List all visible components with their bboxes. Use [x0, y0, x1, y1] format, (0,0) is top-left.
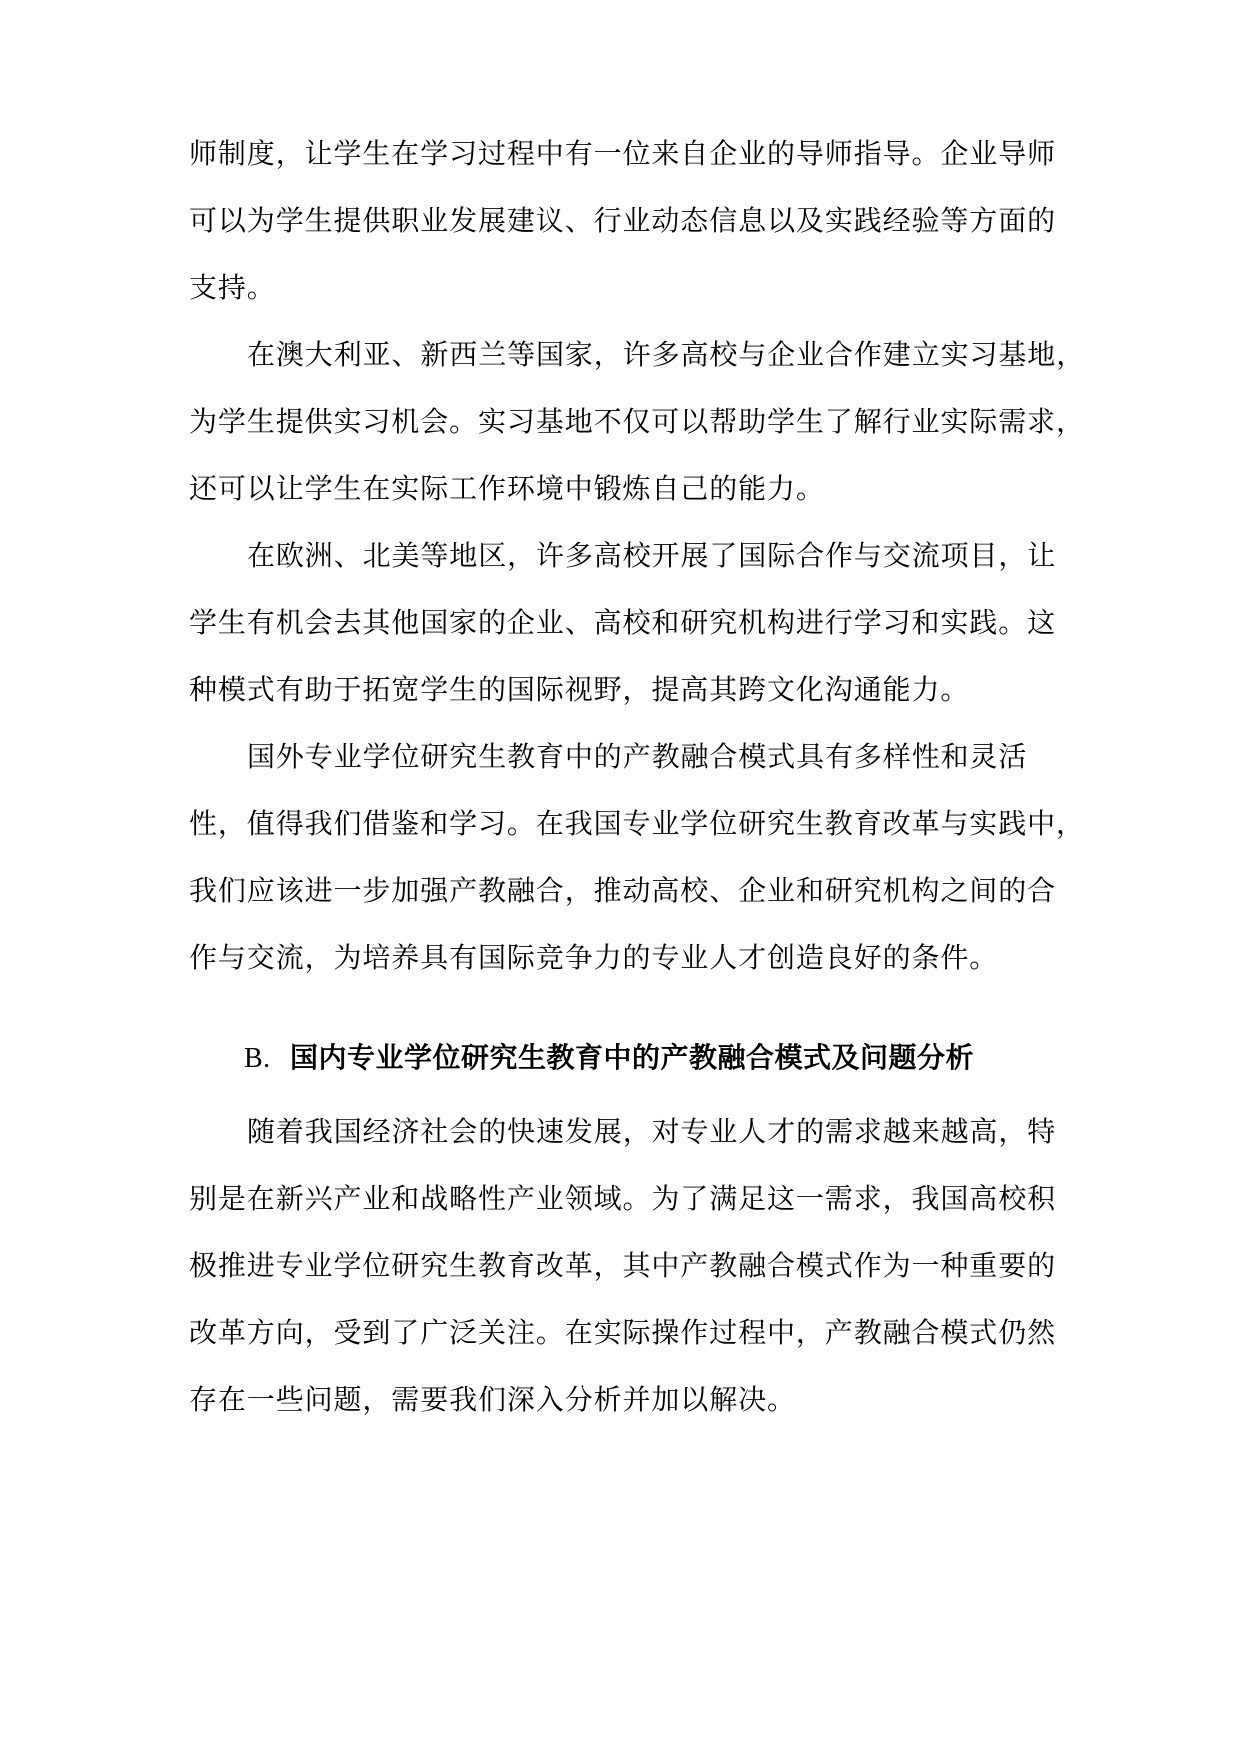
- text-line: 还可以让学生在实际工作环境中锻炼自己的能力。: [189, 472, 825, 505]
- text-line: 改革方向，受到了广泛关注。在实际操作过程中，产教融合模式仍然: [189, 1316, 1057, 1349]
- text-line: 作与交流，为培养具有国际竞争力的专业人才创造良好的条件。: [189, 941, 999, 974]
- text-line: 为学生提供实习机会。实习基地不仅可以帮助学生了解行业实际需求，: [189, 405, 1085, 438]
- text-line: 种模式有助于拓宽学生的国际视野，提高其跨文化沟通能力。: [189, 673, 970, 706]
- text-line: 极推进专业学位研究生教育改革，其中产教融合模式作为一种重要的: [189, 1249, 1057, 1282]
- text-line: 学生有机会去其他国家的企业、高校和研究机构进行学习和实践。这: [189, 606, 1057, 639]
- text-line: 性，值得我们借鉴和学习。在我国专业学位研究生教育改革与实践中，: [189, 807, 1085, 840]
- section-marker: B.: [244, 1043, 271, 1074]
- paragraph-first-line: 在澳大利亚、新西兰等国家，许多高校与企业合作建立实习基地，: [247, 338, 1086, 371]
- text-line: 师制度，让学生在学习过程中有一位来自企业的导师指导。企业导师: [189, 137, 1057, 170]
- paragraph-first-line: 在欧洲、北美等地区，许多高校开展了国际合作与交流项目，让: [247, 539, 1057, 572]
- text-line: 存在一些问题，需要我们深入分析并加以解决。: [189, 1383, 796, 1416]
- text-line: 可以为学生提供职业发展建议、行业动态信息以及实践经验等方面的: [189, 204, 1057, 237]
- text-line: 别是在新兴产业和战略性产业领域。为了满足这一需求，我国高校积: [189, 1182, 1057, 1215]
- text-line: 支持。: [189, 271, 276, 304]
- paragraph-first-line: 国外专业学位研究生教育中的产教融合模式具有多样性和灵活: [247, 740, 1028, 773]
- section-title: 国内专业学位研究生教育中的产教融合模式及问题分析: [290, 1041, 975, 1074]
- text-line: 我们应该进一步加强产教融合，推动高校、企业和研究机构之间的合: [189, 874, 1057, 907]
- section-heading: [244, 1040, 974, 1077]
- paragraph-first-line: 随着我国经济社会的快速发展，对专业人才的需求越来越高，特: [247, 1115, 1057, 1148]
